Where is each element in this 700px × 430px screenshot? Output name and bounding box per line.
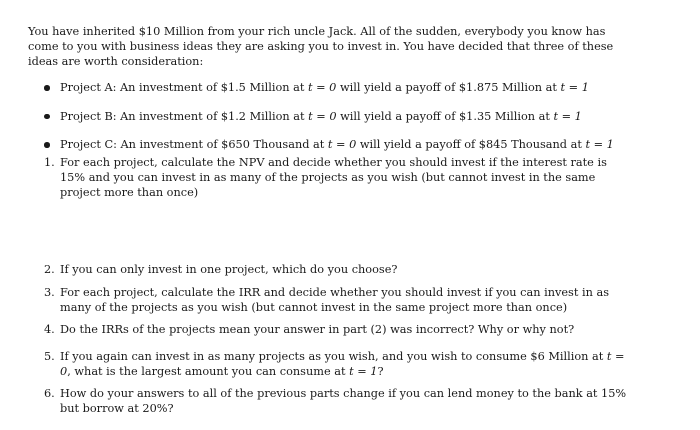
project-c-t0: t = 0 bbox=[327, 138, 357, 151]
question-2 bbox=[44, 262, 634, 277]
project-item-b bbox=[40, 109, 640, 124]
bullet-dot bbox=[44, 114, 50, 120]
project-a-t0: t = 0 bbox=[308, 81, 337, 94]
question-5 bbox=[44, 349, 634, 379]
question-5-text-mid: , what is the largest amount you can consume at bbox=[67, 365, 350, 378]
question-5-text-post: ? bbox=[377, 365, 384, 378]
question-5-t1: t = 1 bbox=[349, 365, 378, 378]
intro-paragraph: You have inherited $10 Million from your rich uncle Jack. All of the sudden, everybody you know has come to you with business ideas they are asking you to invest in. You have decided that three of these ideas are worth consideration: bbox=[28, 25, 614, 69]
question-text: Do the IRRs of the projects mean your answer in part (2) was incorrect? Why or why not? bbox=[60, 323, 575, 336]
question-number: 1. bbox=[44, 156, 55, 169]
project-a-text-mid: will yield a payoff of $1.875 Million at bbox=[336, 81, 561, 94]
question-number: 4. bbox=[44, 323, 55, 336]
project-c-text-mid: will yield a payoff of $845 Thousand at bbox=[356, 138, 586, 151]
question-number: 2. bbox=[44, 263, 55, 276]
question-6 bbox=[44, 386, 634, 416]
project-c-text-pre: Project C: An investment of $650 Thousand at bbox=[60, 138, 328, 151]
project-b-text-mid: will yield a payoff of $1.35 Million at bbox=[336, 109, 554, 123]
project-b-text-pre: Project B: An investment of $1.2 Million at bbox=[60, 109, 309, 123]
question-text: For each project, calculate the NPV and decide whether you should invest if the interest rate is 15% and you can invest in as many of the projects as you wish (but cannot invest in the same project more than once) bbox=[60, 156, 607, 199]
project-item-c bbox=[40, 137, 640, 152]
question-1 bbox=[44, 155, 634, 200]
project-c-t1: t = 1 bbox=[585, 138, 614, 151]
question-text: How do your answers to all of the previous parts change if you can lend money to the bank at 15% but borrow at 20%? bbox=[60, 387, 627, 415]
question-5-t0: t = 0 bbox=[60, 350, 625, 378]
project-b-t1: t = 1 bbox=[553, 109, 582, 123]
bullet-dot bbox=[44, 142, 50, 148]
project-list bbox=[40, 80, 640, 166]
question-3 bbox=[44, 285, 634, 315]
project-a-t1: t = 1 bbox=[560, 81, 589, 94]
question-number: 3. bbox=[44, 286, 55, 299]
question-text: For each project, calculate the IRR and decide whether you should invest if you can invest in as many of the projects as you wish (but cannot invest in the same project more than once) bbox=[60, 286, 609, 314]
question-4 bbox=[44, 322, 634, 337]
question-text: If you can only invest in one project, which do you choose? bbox=[60, 263, 398, 276]
question-number: 5. bbox=[44, 350, 55, 363]
project-item-a bbox=[40, 80, 640, 95]
question-text bbox=[44, 349, 634, 379]
bullet-dot bbox=[44, 85, 50, 91]
project-a-text-pre: Project A: An investment of $1.5 Million at bbox=[60, 81, 308, 94]
question-number: 6. bbox=[44, 387, 55, 400]
question-5-text-pre: If you again can invest in as many projects as you wish, and you wish to consume $6 Million at bbox=[60, 350, 607, 363]
project-b-t0: t = 0 bbox=[308, 109, 337, 123]
